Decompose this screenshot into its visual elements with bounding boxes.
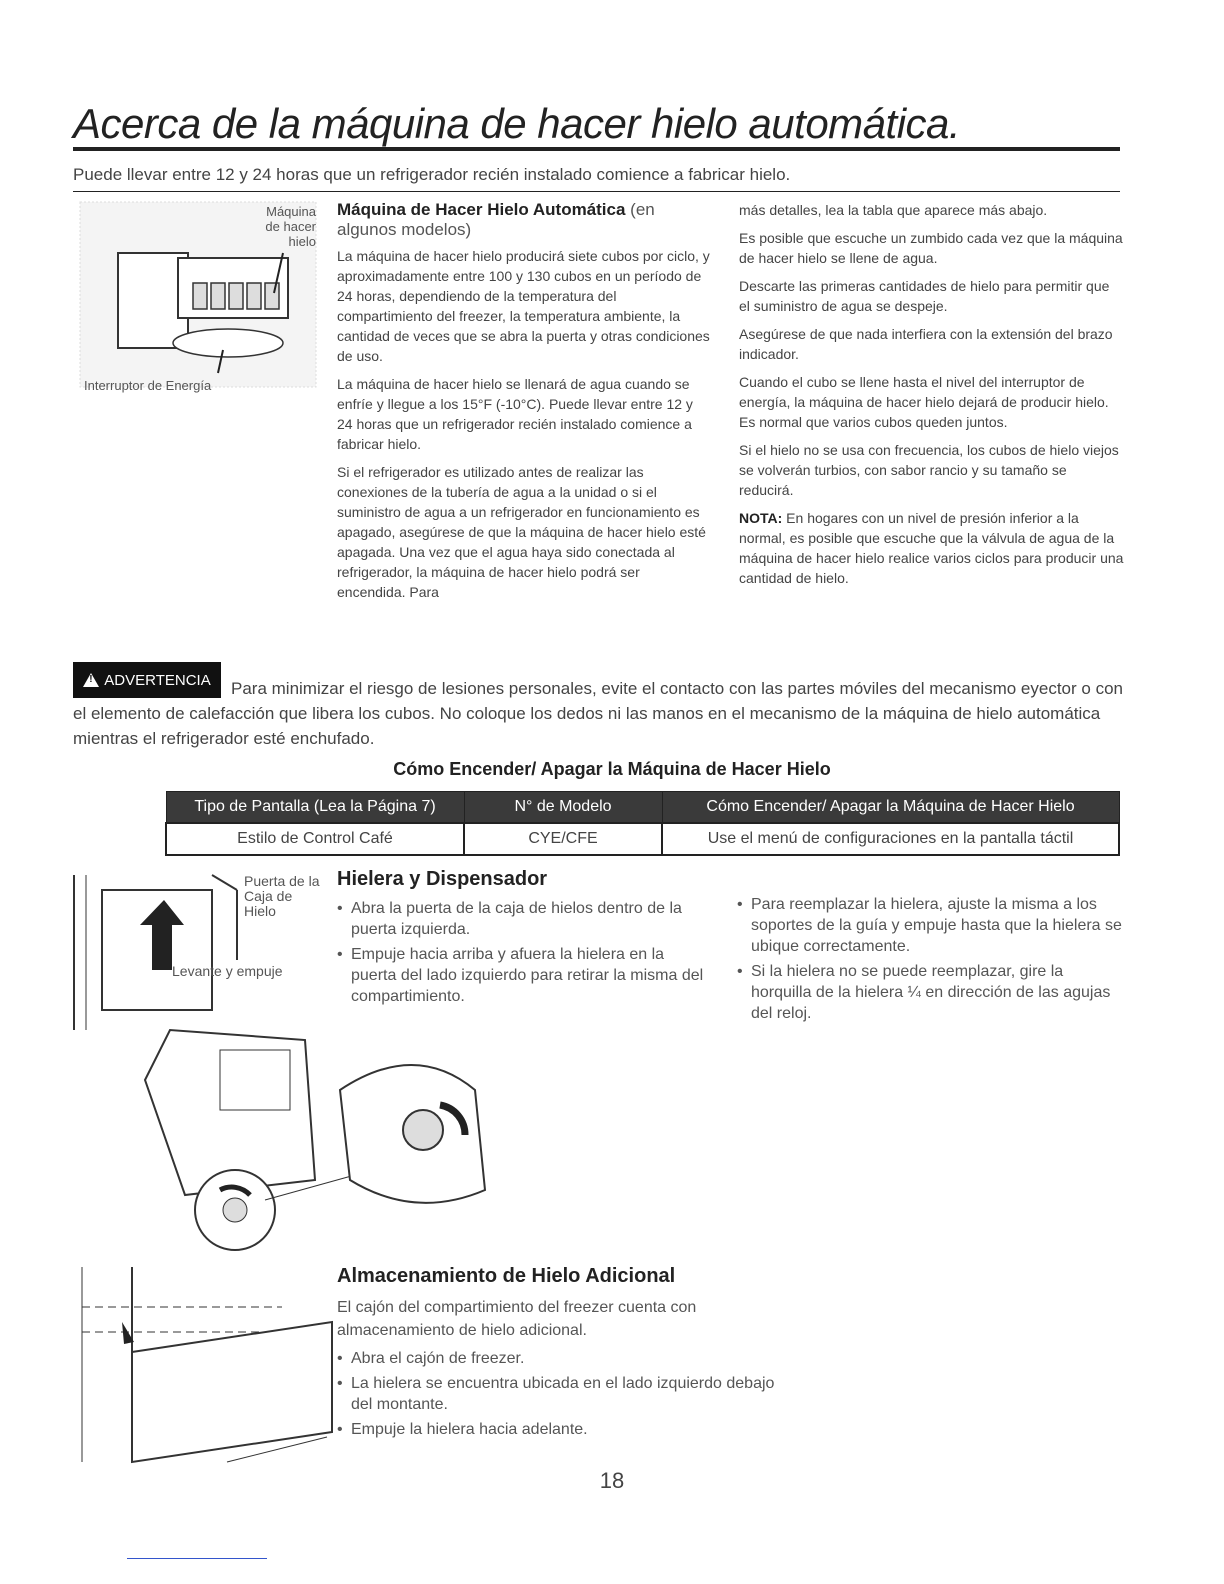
warning-text: Para minimizar el riesgo de lesiones personales, evite el contacto con las partes móviles del mecanismo eyector o con el elemento de calefacción que libera los cubos. No coloque los dedos ni las manos en el mecanismo de la máquina de hielo automática mientras el refrigerador esté enchufado. xyxy=(73,679,1123,748)
icemaker-paragraph: Cuando el cubo se llene hasta el nivel del interruptor de energía, la máquina de hacer hielo dejará de producir hielo. Es normal que varios cubos queden juntos. xyxy=(739,374,1109,430)
table-header-row xyxy=(166,792,1119,824)
icemaker-label: Máquina de hacer hielo xyxy=(265,204,316,249)
table-row xyxy=(166,823,1119,855)
onoff-table-title: Cómo Encender/ Apagar la Máquina de Hacer Hielo xyxy=(393,759,831,779)
bin-heading: Hielera y Dispensador xyxy=(337,868,548,890)
table-header: Tipo de Pantalla (Lea la Página 7) xyxy=(166,792,464,824)
freezer-drawer-figure xyxy=(72,1262,342,1472)
icemaker-paragraph: La máquina de hacer hielo se llenará de agua cuando se enfríe y llegue a los 15°F (-10°C). Puede llevar entre 12 y 24 horas que un refrigerador recién instalado comience a fabricar hielo. xyxy=(337,376,693,452)
title-rule xyxy=(73,147,1120,151)
bin-removal-illustration xyxy=(125,1020,525,1255)
table-cell: Use el menú de configuraciones en la pantalla táctil xyxy=(662,823,1119,855)
icemaker-column-1 xyxy=(337,200,712,610)
power-switch-label: Interruptor de Energía xyxy=(84,378,212,393)
list-item: • Empuje hacia arriba y afuera la hielera en la puerta del lado izquierdo para retirar la misma del compartimiento. xyxy=(337,944,712,1007)
icemaker-paragraph: Descarte las primeras cantidades de hielo para permitir que el suministro de agua se despeje. xyxy=(739,278,1110,314)
bin-removal-figure xyxy=(125,1020,525,1255)
onoff-table xyxy=(165,791,1120,856)
table-header: N° de Modelo xyxy=(464,792,662,824)
freezer-drawer-illustration xyxy=(72,1262,342,1472)
intro-text: Puede llevar entre 12 y 24 horas que un refrigerador recién instalado comience a fabricar hielo. xyxy=(73,165,791,184)
storage-intro: El cajón del compartimiento del freezer cuenta con almacenamiento de hielo adicional. xyxy=(337,1299,697,1339)
icemaker-paragraph: Es posible que escuche un zumbido cada vez que la máquina de hacer hielo se llene de agua. xyxy=(739,230,1123,266)
warning-badge-label: ADVERTENCIA xyxy=(104,671,211,689)
list-item: • Para reemplazar la hielera, ajuste la misma a los soportes de la guía y empuje hasta que la hielera se ubique correctamente. xyxy=(737,894,1122,957)
icemaker-paragraph: Asegúrese de que nada interfiera con la extensión del brazo indicador. xyxy=(739,326,1113,362)
list-item: • Abra el cajón de freezer. xyxy=(337,1348,797,1369)
warning-triangle-icon: ! xyxy=(83,673,99,687)
storage-text xyxy=(337,1296,797,1444)
list-item: • Si la hielera no se puede reemplazar, gire la horquilla de la hielera ¼ en dirección de las agujas del reloj. xyxy=(737,961,1122,1024)
list-item: • Empuje la hielera hacia adelante. xyxy=(337,1419,797,1440)
lift-push-label: Levante y empuje xyxy=(172,963,283,979)
list-item: • La hielera se encuentra ubicada en el lado izquierdo debajo del montante. xyxy=(337,1373,797,1415)
page-title: Acerca de la máquina de hacer hielo automática. xyxy=(73,100,961,147)
icemaker-column-2 xyxy=(739,200,1124,596)
icemaker-heading: Máquina de Hacer Hielo Automática (en algunos modelos) xyxy=(337,200,655,239)
icemaker-note: NOTA: En hogares con un nivel de presión inferior a la normal, es posible que escuche que la válvula de agua de la máquina de hacer hielo realice varios ciclos para producir una cantidad de hielo. xyxy=(739,510,1124,586)
icemaker-paragraph: La máquina de hacer hielo producirá siete cubos por ciclo, y aproximadamente entre 100 y 130 cubos en un período de 24 horas, dependiendo de la temperatura del compartimiento del freezer, la temperatura ambiente, la cantidad de veces que se abra la puerta y otras condiciones de uso. xyxy=(337,248,710,364)
icemaker-paragraph: más detalles, lea la tabla que aparece más abajo. xyxy=(739,202,1048,218)
table-cell: Estilo de Control Café xyxy=(166,823,464,855)
table-header: Cómo Encender/ Apagar la Máquina de Hacer Hielo xyxy=(662,792,1119,824)
icemaker-figure xyxy=(78,198,318,398)
page-number: 18 xyxy=(599,1468,625,1493)
storage-heading: Almacenamiento de Hielo Adicional xyxy=(337,1265,676,1287)
intro-rule xyxy=(73,191,1120,192)
bin-door-figure xyxy=(72,870,322,1040)
warning-badge xyxy=(73,662,221,698)
bin-column-1 xyxy=(337,898,712,1011)
bin-column-2 xyxy=(737,894,1122,1028)
icemaker-paragraph: Si el hielo no se usa con frecuencia, los cubos de hielo viejos se volverán turbios, con sabor rancio y su tamaño se reducirá. xyxy=(739,442,1119,498)
list-item: • Abra la puerta de la caja de hielos dentro de la puerta izquierda. xyxy=(337,898,712,940)
footer-line xyxy=(127,1558,267,1559)
table-cell: CYE/CFE xyxy=(464,823,662,855)
bin-door-label: Puerta de la Caja de Hielo xyxy=(244,873,320,919)
icemaker-paragraph: Si el refrigerador es utilizado antes de realizar las conexiones de la tubería de agua a la unidad o si el suministro de agua a un refrigerador en funcionamiento es apagado, asegúrese de que la máquina de hacer hielo esté apagada. Una vez que el agua haya sido conectada al refrigerador, la máquina de hacer hielo podrá ser encendida. Para xyxy=(337,464,706,600)
